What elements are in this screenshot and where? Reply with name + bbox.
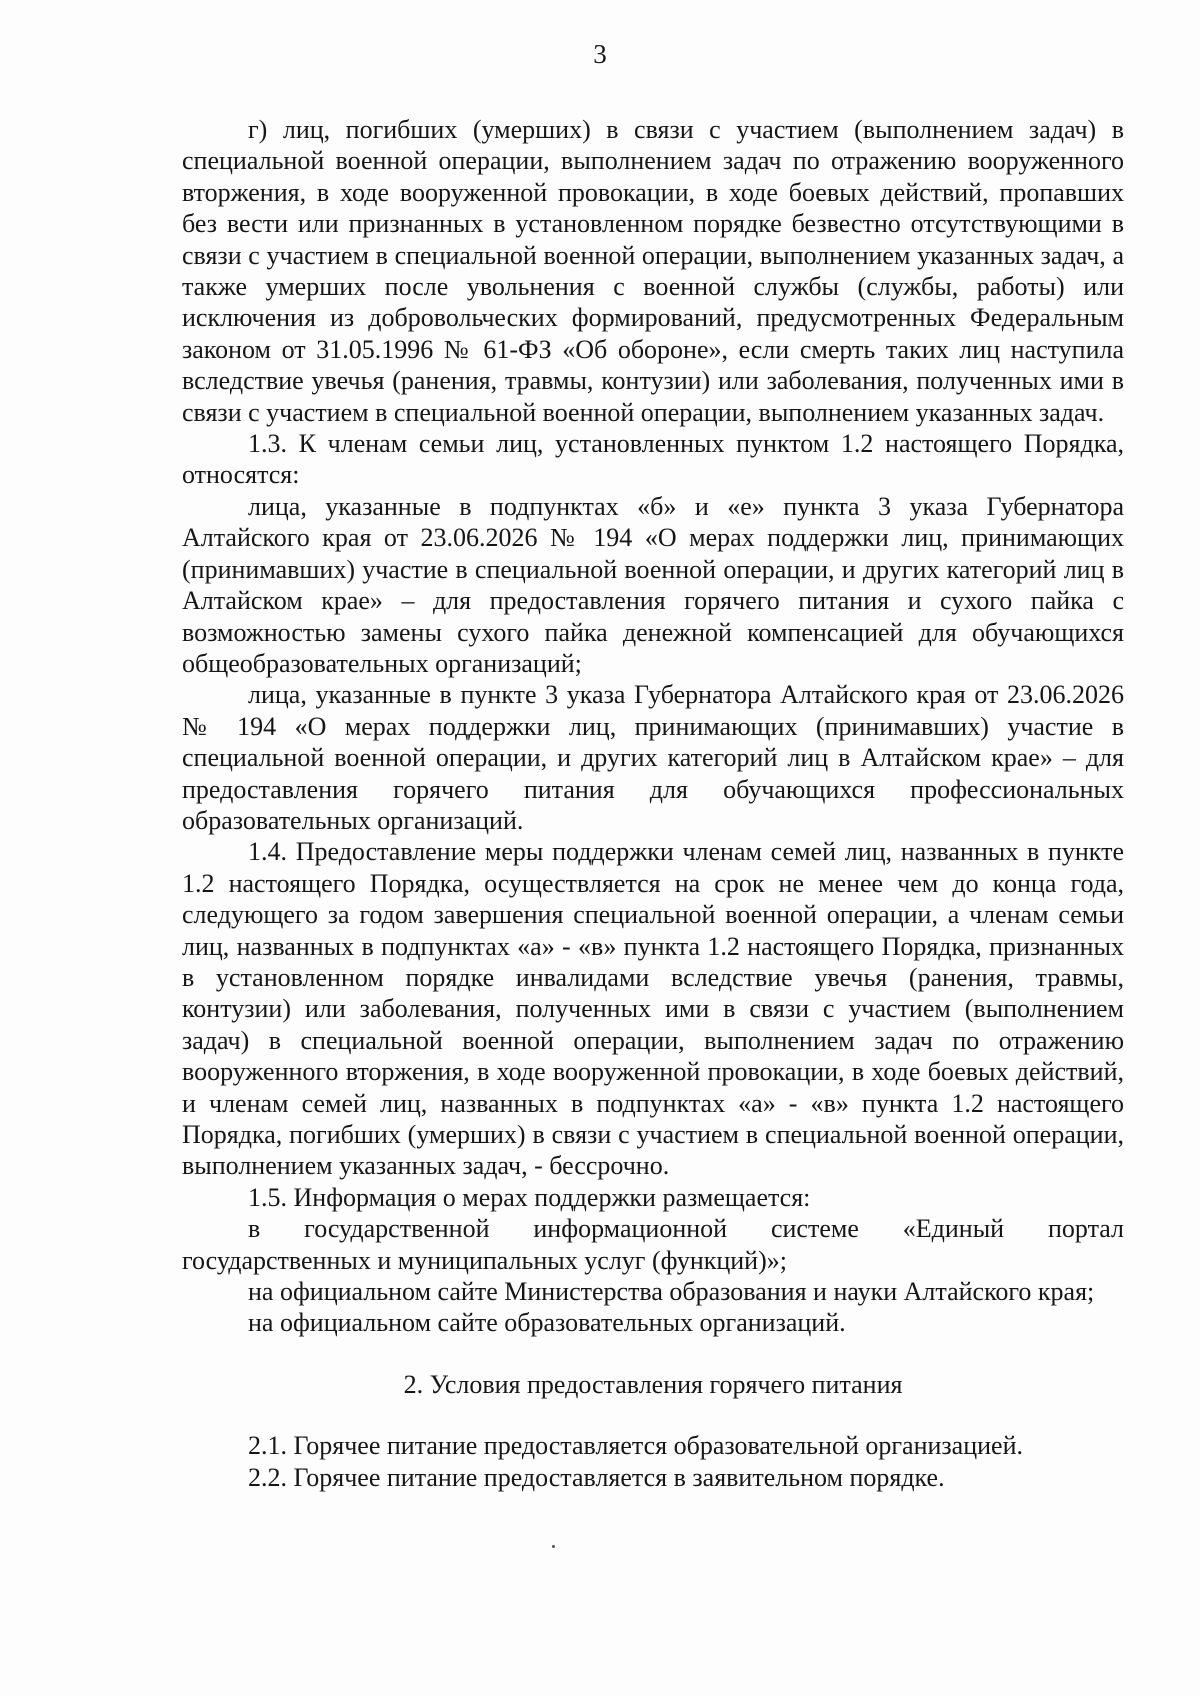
paragraph-2-2: 2.2. Горячее питание предоставляется в заявительном порядке. xyxy=(248,1462,945,1492)
paragraph-1-5-ministry-site: на официальном сайте Министерства образования и науки Алтайского края; xyxy=(248,1277,1095,1307)
paragraph-1-5-organization-site: на официальном сайте образовательных организаций. xyxy=(248,1308,846,1338)
document-body xyxy=(182,114,1124,1493)
scan-speck xyxy=(552,1545,555,1548)
page-number: 3 xyxy=(593,39,607,69)
paragraph-1-4: 1.4. Предоставление меры поддержки членам семей лиц, названных в пункте 1.2 настоящего Порядка, осуществляется на срок не менее чем до конца года, следующего за годом завершения специальной военной операции, а членам семьи лиц, названных в подпунктах «а» - «в» пункта 1.2 настоящего Порядка, признанных в установленном порядке инвалидами вследствие увечья (ранения, травмы, контузии) или заболевания, полученных ими в связи с участием (выполнением задач) в специальной военной операции, выполнением задач по отражению вооруженного вторжения, в ходе вооруженной провокации, в ходе боевых действий, и членам семей лиц, названных в подпунктах «а» - «в» пункта 1.2 настоящего Порядка, погибших (умерших) в связи с участием в специальной военной операции, выполнением указанных задач, - бессрочно. xyxy=(182,837,1124,1181)
paragraph-subitem-g: г) лиц, погибших (умерших) в связи с участием (выполнением задач) в специальной военной операции, выполнением задач по отражению вооруженного вторжения, в ходе вооруженной провокации, в ходе боевых действий, пропавших без вести или признанных в установленном порядке безвестно отсутствующими в связи с участием в специальной военной операции, выполнением указанных задач, а также умерших после увольнения с военной службы (службы, работы) или исключения из добровольческих формирований, предусмотренных Федеральным законом от 31.05.1996 № 61-ФЗ «Об обороне», если смерть таких лиц наступила вследствие увечья (ранения, травмы, контузии) или заболевания, полученных ими в связи с участием в специальной военной операции, выполнением указанных задач. xyxy=(182,115,1124,427)
paragraph-1-3-general-education: лица, указанные в подпунктах «б» и «е» пункта 3 указа Губернатора Алтайского края от 23.06.2026 № 194 «О мерах поддержки лиц, принимающих (принимавших) участие в специальной военной операции, и других категорий лиц в Алтайском крае» – для предоставления горячего питания и сухого пайка с возможностью замены сухого пайка денежной компенсацией для обучающихся общеобразовательных организаций; xyxy=(182,491,1124,678)
paragraph-1-5: 1.5. Информация о мерах поддержки размещается: xyxy=(248,1182,811,1212)
section-heading: 2. Условия предоставления горячего питания xyxy=(403,1369,903,1399)
paragraph-1-5-gosuslugi: в государственной информационной системе «Единый портал государственных и муниципальных услуг (функций)»; xyxy=(182,1214,1124,1275)
paragraph-2-1: 2.1. Горячее питание предоставляется образовательной организацией. xyxy=(248,1431,1023,1461)
paragraph-1-3-professional-education: лица, указанные в пункте 3 указа Губернатора Алтайского края от 23.06.2026 № 194 «О мерах поддержки лиц, принимающих (принимавших) участие в специальной военной операции, и других категорий лиц в Алтайском крае» – для предоставления горячего питания для обучающихся профессиональных образовательных организаций. xyxy=(182,680,1124,835)
paragraph-1-3: 1.3. К членам семьи лиц, установленных пунктом 1.2 настоящего Порядка, относятся: xyxy=(182,429,1124,490)
